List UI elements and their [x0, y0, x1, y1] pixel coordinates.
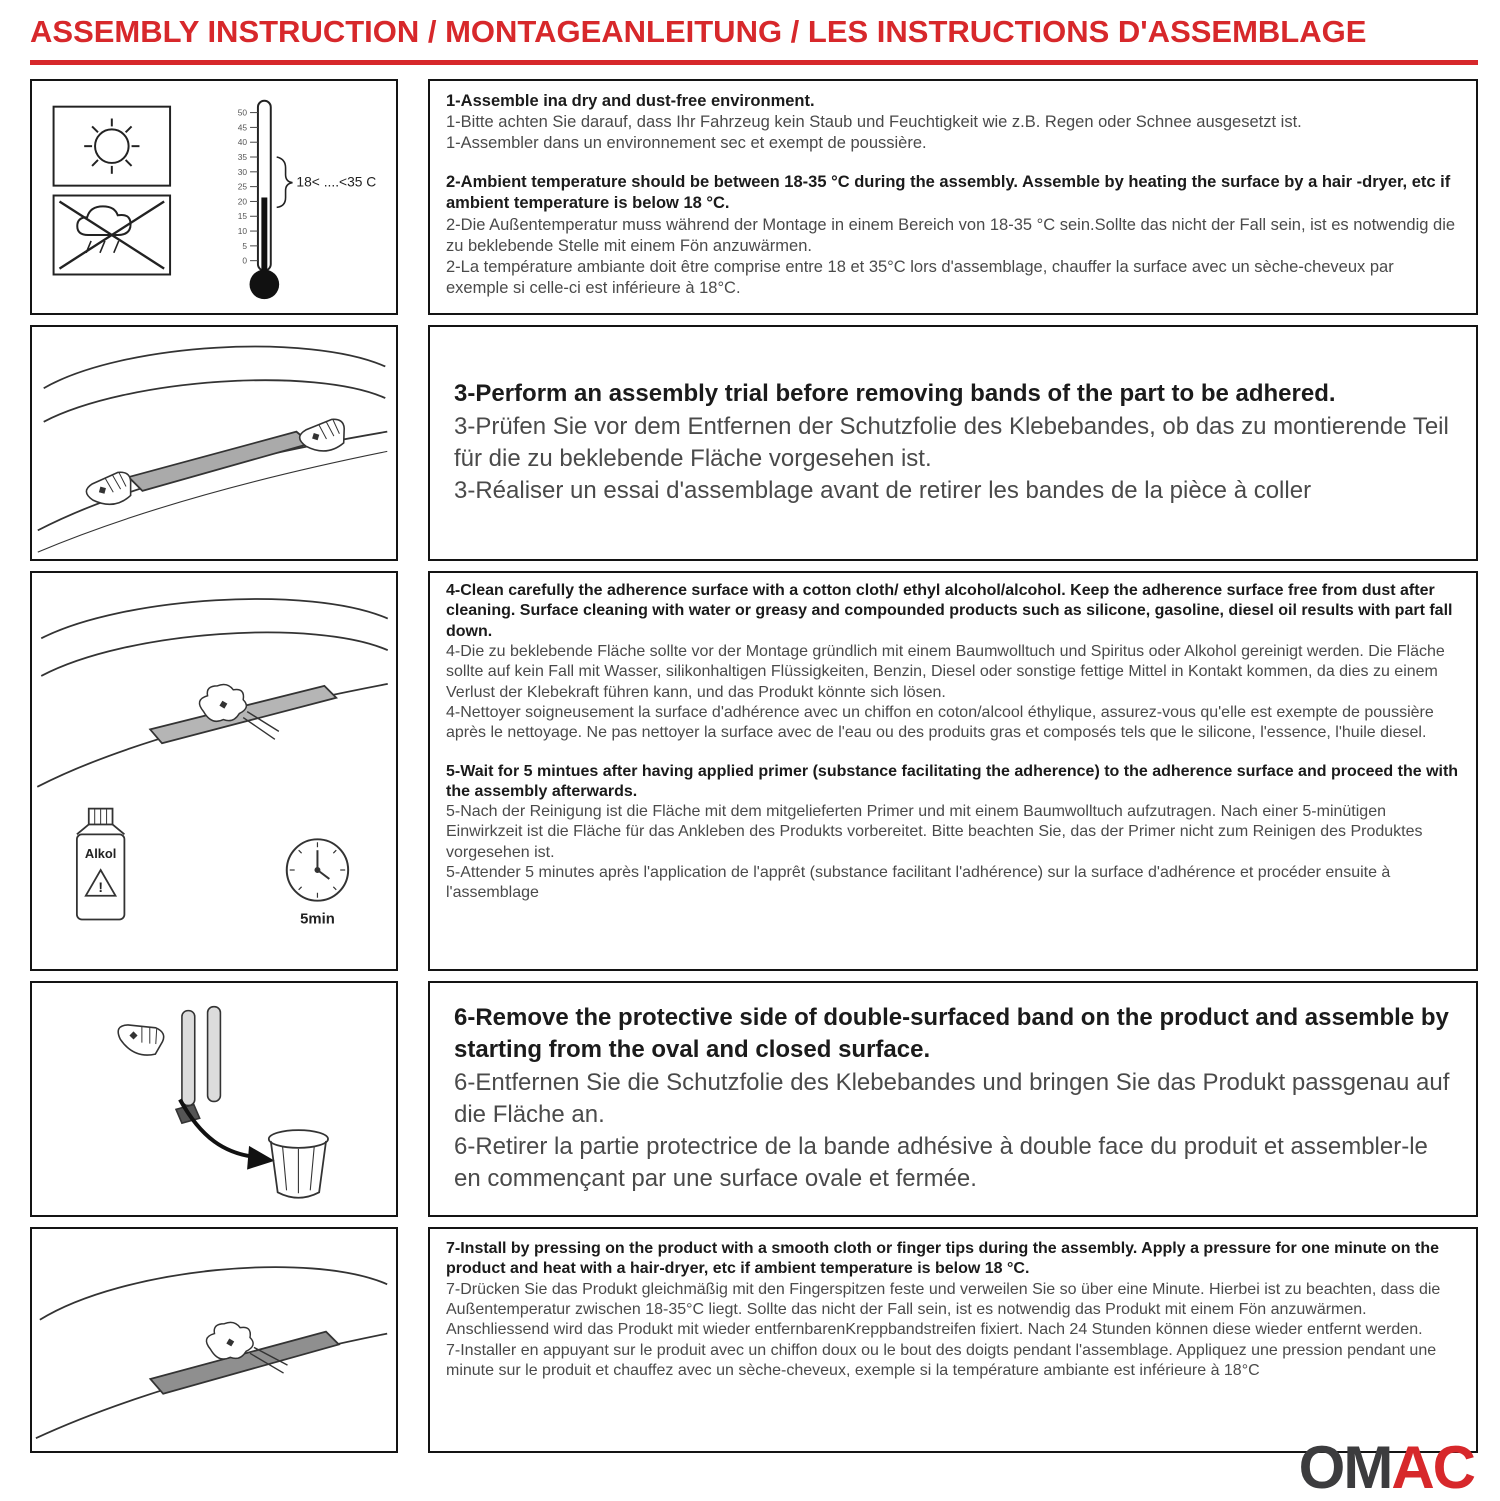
section-2-illustration [30, 325, 398, 561]
paragraph: 7-Drücken Sie das Produkt gleichmäßig mit den Fingerspitzen feste und verweilen Sie so über eine Minute. Hierbei ist zu beachten, dass die Außentemperatur zwischen 18-35°C liegt. Sollte das nicht der Fall sein, ist es notwendig das Produkt mit einem Fön anzuwärmen. Anschliessend wird das Produkt mit wieder entfernbarenKreppbandstreifen fixiert. Nach 24 Stunden können diese wieder entfernt werden. [446, 1280, 1441, 1339]
spacer [446, 154, 1460, 172]
thermometer-scale [238, 108, 248, 266]
clock-label: 5min [300, 911, 335, 928]
left-hand-icon [84, 470, 136, 511]
paragraph: 7-Installer en appuyant sur le produit avec un chiffon doux ou le bout des doigts pendant l'assemblage. Appliquez une pression pendant une minute sur le produit et chauffez avec un sèche-cheveux, exemple si la température ambiante est inférieure à 18°C [446, 1341, 1437, 1379]
svg-text:15: 15 [237, 211, 248, 222]
section-3-text [428, 571, 1478, 971]
svg-text:0: 0 [242, 255, 248, 266]
spacer [446, 744, 1460, 762]
svg-text:25: 25 [237, 181, 248, 192]
section-5 [30, 1227, 1478, 1453]
svg-text:35: 35 [237, 151, 248, 162]
trash-can-icon [269, 1130, 328, 1198]
paragraph: 5-Wait for 5 mintues after having applied primer (substance facilitating the adherence) to the adherence surface and proceed the with the assembly afterwards. [446, 762, 1459, 800]
right-hand-icon [297, 417, 349, 457]
section-2 [30, 325, 1478, 561]
section-5-text [428, 1227, 1478, 1453]
paragraph: 6-Retirer la partie protectrice de la bande adhésive à double face du produit et assembler-le en commençant par une surface ovale et fermée. [454, 1133, 1428, 1193]
svg-text:5: 5 [242, 240, 248, 251]
paragraph: 3-Perform an assembly trial before removing bands of the part to be adhered. [454, 379, 1336, 407]
svg-text:40: 40 [237, 137, 248, 148]
assembly-trial-illustration [32, 327, 396, 559]
page-title: ASSEMBLY INSTRUCTION / MONTAGEANLEITUNG / LES INSTRUCTIONS D'ASSEMBLAGE [30, 14, 1478, 65]
sun-icon [54, 107, 170, 186]
logo-text-red: AC [1391, 1434, 1474, 1501]
thermometer-icon [238, 101, 377, 299]
paragraph: 5-Nach der Reinigung ist die Fläche mit dem mitgelieferten Primer und mit einem Baumwolltuch aufzutragen. Nach einer 5-minütigen Einwirkzeit ist die Fläche für das Ankleben des Produkts vorbereitet. Bitte beachten Sie, das der Primer nicht zum Reinigen des Produktes vorgesehen ist. [446, 803, 1423, 861]
paragraph: 2-Ambient temperature should be between 18-35 °C during the assembly. Assemble by heating the surface by a hair -dryer, etc if ambient temperature is below 18 °C. [446, 173, 1451, 213]
paragraph: 2-Die Außentemperatur muss während der Montage in einem Bereich von 18-35 °C sein.Sollte das nicht der Fall sein, ist es notwendig die zu beklebende Stelle mit einem Fön anzuwärmen. [446, 215, 1456, 255]
remove-band-illustration [32, 983, 396, 1215]
paragraph: 3-Réaliser un essai d'assemblage avant de retirer les bandes de la pièce à coller [454, 477, 1312, 505]
paragraph: 1-Assembler dans un environnement sec et exempt de poussière. [446, 134, 927, 153]
bottle-label: Alkol [84, 846, 117, 862]
paragraph: 5-Attender 5 minutes après l'application de l'apprêt (substance facilitant l'adhérence) sur la surface d'adhérence et procéder ensuite à l'assemblage [446, 864, 1391, 902]
temperature-range-label: 18< ....<35 C [296, 173, 377, 190]
section-4-text [428, 981, 1478, 1217]
section-4 [30, 981, 1478, 1217]
paragraph: 7-Install by pressing on the product with a smooth cloth or finger tips during the assembly. Apply a pressure for one minute on the product and heat with a hair-dryer, etc if ambient temperature is below 18 °C. [446, 1240, 1439, 1278]
paragraph: 4-Clean carefully the adherence surface with a cotton cloth/ ethyl alcohol/alcohol. Keep the adherence surface free from dust after cleaning. Surface cleaning with water or greasy and compounded products such as silicone, gasoline, diesel oil results with part fall down. [446, 582, 1453, 640]
brace-icon [277, 157, 293, 207]
paragraph: 6-Remove the protective side of double-surfaced band on the product and assemble by starting from the oval and closed surface. [454, 1003, 1449, 1063]
strips-hand-icon [114, 1019, 166, 1059]
paragraph: 1-Bitte achten Sie darauf, dass Ihr Fahrzeug kein Staub und Feuchtigkeit wie z.B. Regen oder Schnee ausgesetzt ist. [446, 113, 1302, 132]
section-1-illustration [30, 79, 398, 315]
section-4-illustration [30, 981, 398, 1217]
svg-text:10: 10 [237, 226, 248, 237]
paragraph: 3-Prüfen Sie vor dem Entfernen der Schutzfolie des Klebebandes, ob das zu montierende Teil für die zu beklebende Fläche vorgesehen ist. [454, 412, 1449, 472]
omac-logo [1298, 1434, 1474, 1501]
section-5-illustration [30, 1227, 398, 1453]
pressing-illustration [32, 1229, 396, 1451]
logo-text-dark: OM [1298, 1434, 1392, 1501]
paragraph: 6-Entfernen Sie die Schutzfolie des Klebebandes und bringen Sie das Produkt passgenau auf die Fläche an. [454, 1068, 1450, 1128]
alcohol-bottle-icon [77, 809, 125, 920]
section-2-text [428, 325, 1478, 561]
paragraph: 4-Nettoyer soigneusement la surface d'adhérence avec un chiffon en coton/alcool éthylique, assurez-vous qu'elle est exempte de poussière après le nettoyage. Ne pas nettoyer la surface avec de l'eau ou des produits gras et composés tels que le silicone, l'essence, l'huile diesel. [446, 703, 1434, 742]
section-1 [30, 79, 1478, 315]
svg-text:30: 30 [237, 166, 248, 177]
paragraph: 1-Assemble ina dry and dust-free environment. [446, 92, 815, 110]
no-rain-icon [54, 196, 170, 275]
warning-mark: ! [98, 878, 103, 895]
paragraph: 4-Die zu beklebende Fläche sollte vor der Montage gründlich mit einem Baumwolltuch und Spiritus oder Alkohol gereinigt werden. Die Fläche sollte auf kein Fall mit Wasser, silikonhaltigen Flüssigkeiten, Benzin, Diesel oder sonstige fettige Mittel in Kontakt kommen, da dies zu einem Verlust der Klebekraft führen kann, und das Produkt könnte sich lösen. [446, 642, 1445, 701]
section-3 [30, 571, 1478, 971]
cleaning-illustration [32, 573, 396, 969]
paragraph: 2-La température ambiante doit être comprise entre 18 et 35°C lors d'assemblage, chauffer la surface avec un sèche-cheveux par exemple si celle-ci est inférieure à 18°C. [446, 257, 1394, 297]
clock-icon [287, 839, 348, 927]
section-3-illustration [30, 571, 398, 971]
svg-text:50: 50 [237, 107, 248, 118]
environment-illustration [32, 81, 396, 313]
door-sill-icon [36, 1267, 387, 1438]
svg-text:20: 20 [237, 196, 248, 207]
svg-text:45: 45 [237, 122, 248, 133]
section-1-text [428, 79, 1478, 315]
